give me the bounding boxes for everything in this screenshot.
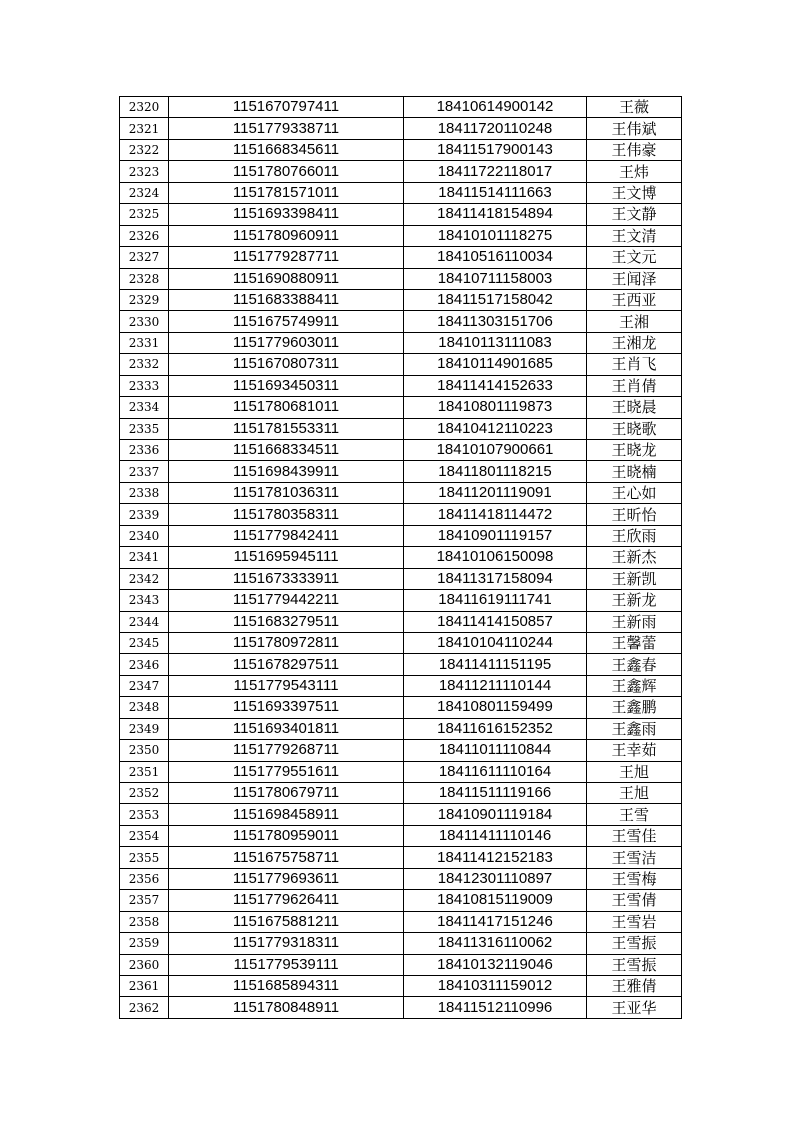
student-name-cell: 王晓龙 (587, 440, 682, 461)
id-number-cell: 18410711158003 (404, 268, 587, 289)
id-number-cell: 18411303151706 (404, 311, 587, 332)
student-name-cell: 王旭 (587, 783, 682, 804)
student-name-cell: 王鑫雨 (587, 718, 682, 739)
table-row (120, 675, 682, 696)
table-row (120, 225, 682, 246)
student-name-cell: 王欣雨 (587, 525, 682, 546)
student-name-cell: 王炜 (587, 161, 682, 182)
id-number-cell: 18412301110897 (404, 868, 587, 889)
row-number-cell: 2325 (120, 204, 169, 225)
student-name-cell: 王雪振 (587, 933, 682, 954)
row-number-cell: 2355 (120, 847, 169, 868)
student-name-cell: 王鑫鹏 (587, 697, 682, 718)
student-name-cell: 王文清 (587, 225, 682, 246)
table-row (120, 975, 682, 996)
id-number-cell: 18411317158094 (404, 568, 587, 589)
row-number-cell: 2361 (120, 975, 169, 996)
table-row (120, 825, 682, 846)
table-row (120, 868, 682, 889)
row-number-cell: 2346 (120, 654, 169, 675)
table-row (120, 289, 682, 310)
exam-number-cell: 1151779268711 (169, 740, 404, 761)
id-number-cell: 18410101118275 (404, 225, 587, 246)
table-row (120, 911, 682, 932)
row-number-cell: 2339 (120, 504, 169, 525)
exam-number-cell: 1151690880911 (169, 268, 404, 289)
row-number-cell: 2341 (120, 547, 169, 568)
row-number-cell: 2358 (120, 911, 169, 932)
exam-number-cell: 1151693401811 (169, 718, 404, 739)
exam-number-cell: 1151670807311 (169, 354, 404, 375)
row-number-cell: 2330 (120, 311, 169, 332)
exam-number-cell: 1151675749911 (169, 311, 404, 332)
student-name-cell: 王晓楠 (587, 461, 682, 482)
student-name-cell: 王西亚 (587, 289, 682, 310)
exam-number-cell: 1151779338711 (169, 118, 404, 139)
table-row (120, 461, 682, 482)
exam-number-cell: 1151698458911 (169, 804, 404, 825)
exam-number-cell: 1151668345611 (169, 139, 404, 160)
table-row (120, 954, 682, 975)
row-number-cell: 2322 (120, 139, 169, 160)
table-row (120, 504, 682, 525)
id-number-cell: 18411517900143 (404, 139, 587, 160)
student-name-cell: 王文元 (587, 247, 682, 268)
table-row (120, 632, 682, 653)
id-number-cell: 18410107900661 (404, 440, 587, 461)
row-number-cell: 2342 (120, 568, 169, 589)
row-number-cell: 2321 (120, 118, 169, 139)
table-row (120, 590, 682, 611)
exam-number-cell: 1151780358311 (169, 504, 404, 525)
row-number-cell: 2328 (120, 268, 169, 289)
table-row (120, 933, 682, 954)
row-number-cell: 2350 (120, 740, 169, 761)
student-name-cell: 王新凯 (587, 568, 682, 589)
row-number-cell: 2348 (120, 697, 169, 718)
student-name-cell: 王雅倩 (587, 975, 682, 996)
row-number-cell: 2329 (120, 289, 169, 310)
row-number-cell: 2338 (120, 482, 169, 503)
row-number-cell: 2359 (120, 933, 169, 954)
exam-number-cell: 1151780679711 (169, 783, 404, 804)
student-name-cell: 王新龙 (587, 590, 682, 611)
table-row (120, 311, 682, 332)
row-number-cell: 2331 (120, 332, 169, 353)
exam-number-cell: 1151693450311 (169, 375, 404, 396)
student-name-cell: 王伟豪 (587, 139, 682, 160)
exam-number-cell: 1151685894311 (169, 975, 404, 996)
row-number-cell: 2347 (120, 675, 169, 696)
exam-number-cell: 1151668334511 (169, 440, 404, 461)
id-number-cell: 18410311159012 (404, 975, 587, 996)
exam-number-cell: 1151675881211 (169, 911, 404, 932)
roster-table-body (120, 97, 682, 1019)
id-number-cell: 18411412152183 (404, 847, 587, 868)
student-name-cell: 王雪岩 (587, 911, 682, 932)
exam-number-cell: 1151779539111 (169, 954, 404, 975)
exam-number-cell: 1151780960911 (169, 225, 404, 246)
table-row (120, 568, 682, 589)
row-number-cell: 2334 (120, 397, 169, 418)
student-name-cell: 王肖倩 (587, 375, 682, 396)
exam-number-cell: 1151780681011 (169, 397, 404, 418)
row-number-cell: 2327 (120, 247, 169, 268)
exam-number-cell: 1151698439911 (169, 461, 404, 482)
id-number-cell: 18411611110164 (404, 761, 587, 782)
table-row (120, 697, 682, 718)
id-number-cell: 18411011110844 (404, 740, 587, 761)
table-row (120, 375, 682, 396)
table-row (120, 139, 682, 160)
exam-number-cell: 1151779603011 (169, 332, 404, 353)
id-number-cell: 18410104110244 (404, 632, 587, 653)
row-number-cell: 2320 (120, 97, 169, 118)
exam-number-cell: 1151779551611 (169, 761, 404, 782)
id-number-cell: 18410114901685 (404, 354, 587, 375)
student-name-cell: 王鑫辉 (587, 675, 682, 696)
id-number-cell: 18411418114472 (404, 504, 587, 525)
row-number-cell: 2357 (120, 890, 169, 911)
table-row (120, 890, 682, 911)
id-number-cell: 18411511119166 (404, 783, 587, 804)
table-row (120, 761, 682, 782)
exam-number-cell: 1151779318311 (169, 933, 404, 954)
id-number-cell: 18410412110223 (404, 418, 587, 439)
id-number-cell: 18411801118215 (404, 461, 587, 482)
id-number-cell: 18410113111083 (404, 332, 587, 353)
row-number-cell: 2354 (120, 825, 169, 846)
id-number-cell: 18410901119184 (404, 804, 587, 825)
student-name-cell: 王文静 (587, 204, 682, 225)
id-number-cell: 18411411110146 (404, 825, 587, 846)
table-row (120, 247, 682, 268)
student-name-cell: 王雪洁 (587, 847, 682, 868)
student-name-cell: 王闻泽 (587, 268, 682, 289)
table-row (120, 740, 682, 761)
id-number-cell: 18410801119873 (404, 397, 587, 418)
student-name-cell: 王旭 (587, 761, 682, 782)
row-number-cell: 2343 (120, 590, 169, 611)
student-name-cell: 王湘龙 (587, 332, 682, 353)
exam-number-cell: 1151781571011 (169, 182, 404, 203)
row-number-cell: 2326 (120, 225, 169, 246)
row-number-cell: 2360 (120, 954, 169, 975)
table-row (120, 161, 682, 182)
exam-number-cell: 1151678297511 (169, 654, 404, 675)
id-number-cell: 18411414150857 (404, 611, 587, 632)
id-number-cell: 18411418154894 (404, 204, 587, 225)
student-name-cell: 王雪倩 (587, 890, 682, 911)
id-number-cell: 18411411151195 (404, 654, 587, 675)
student-name-cell: 王雪 (587, 804, 682, 825)
row-number-cell: 2362 (120, 997, 169, 1018)
id-number-cell: 18411619111741 (404, 590, 587, 611)
id-number-cell: 18411211110144 (404, 675, 587, 696)
exam-number-cell: 1151693397511 (169, 697, 404, 718)
table-row (120, 997, 682, 1018)
table-row (120, 718, 682, 739)
student-name-cell: 王晓晨 (587, 397, 682, 418)
student-name-cell: 王新杰 (587, 547, 682, 568)
exam-number-cell: 1151780848911 (169, 997, 404, 1018)
student-name-cell: 王薇 (587, 97, 682, 118)
student-name-cell: 王亚华 (587, 997, 682, 1018)
row-number-cell: 2337 (120, 461, 169, 482)
student-name-cell: 王晓歌 (587, 418, 682, 439)
table-row (120, 354, 682, 375)
student-name-cell: 王鑫春 (587, 654, 682, 675)
id-number-cell: 18411201119091 (404, 482, 587, 503)
student-name-cell: 王肖飞 (587, 354, 682, 375)
exam-number-cell: 1151670797411 (169, 97, 404, 118)
exam-number-cell: 1151693398411 (169, 204, 404, 225)
table-row (120, 482, 682, 503)
id-number-cell: 18411414152633 (404, 375, 587, 396)
exam-number-cell: 1151675758711 (169, 847, 404, 868)
exam-number-cell: 1151695945111 (169, 547, 404, 568)
row-number-cell: 2336 (120, 440, 169, 461)
table-row (120, 783, 682, 804)
row-number-cell: 2353 (120, 804, 169, 825)
exam-number-cell: 1151781553311 (169, 418, 404, 439)
id-number-cell: 18411517158042 (404, 289, 587, 310)
student-name-cell: 王雪振 (587, 954, 682, 975)
table-row (120, 440, 682, 461)
student-name-cell: 王湘 (587, 311, 682, 332)
table-row (120, 268, 682, 289)
id-number-cell: 18411722118017 (404, 161, 587, 182)
row-number-cell: 2332 (120, 354, 169, 375)
row-number-cell: 2340 (120, 525, 169, 546)
student-name-cell: 王心如 (587, 482, 682, 503)
id-number-cell: 18411514111663 (404, 182, 587, 203)
roster-table (119, 96, 682, 1019)
id-number-cell: 18410801159499 (404, 697, 587, 718)
table-row (120, 97, 682, 118)
table-row (120, 804, 682, 825)
table-row (120, 204, 682, 225)
table-row (120, 611, 682, 632)
row-number-cell: 2323 (120, 161, 169, 182)
row-number-cell: 2324 (120, 182, 169, 203)
student-name-cell: 王馨蕾 (587, 632, 682, 653)
exam-number-cell: 1151683279511 (169, 611, 404, 632)
table-row (120, 418, 682, 439)
id-number-cell: 18411316110062 (404, 933, 587, 954)
exam-number-cell: 1151779287711 (169, 247, 404, 268)
table-row (120, 118, 682, 139)
id-number-cell: 18410901119157 (404, 525, 587, 546)
id-number-cell: 18411512110996 (404, 997, 587, 1018)
row-number-cell: 2335 (120, 418, 169, 439)
exam-number-cell: 1151781036311 (169, 482, 404, 503)
exam-number-cell: 1151673333911 (169, 568, 404, 589)
table-row (120, 182, 682, 203)
row-number-cell: 2352 (120, 783, 169, 804)
id-number-cell: 18411720110248 (404, 118, 587, 139)
id-number-cell: 18410815119009 (404, 890, 587, 911)
id-number-cell: 18411616152352 (404, 718, 587, 739)
student-name-cell: 王昕怡 (587, 504, 682, 525)
row-number-cell: 2351 (120, 761, 169, 782)
student-name-cell: 王文博 (587, 182, 682, 203)
id-number-cell: 18410614900142 (404, 97, 587, 118)
id-number-cell: 18410132119046 (404, 954, 587, 975)
table-row (120, 847, 682, 868)
exam-number-cell: 1151780972811 (169, 632, 404, 653)
exam-number-cell: 1151779626411 (169, 890, 404, 911)
id-number-cell: 18410516110034 (404, 247, 587, 268)
student-name-cell: 王新雨 (587, 611, 682, 632)
table-row (120, 525, 682, 546)
exam-number-cell: 1151779442211 (169, 590, 404, 611)
exam-number-cell: 1151780766011 (169, 161, 404, 182)
exam-number-cell: 1151779543111 (169, 675, 404, 696)
row-number-cell: 2333 (120, 375, 169, 396)
exam-number-cell: 1151779693611 (169, 868, 404, 889)
id-number-cell: 18410106150098 (404, 547, 587, 568)
student-name-cell: 王雪佳 (587, 825, 682, 846)
row-number-cell: 2349 (120, 718, 169, 739)
row-number-cell: 2345 (120, 632, 169, 653)
table-row (120, 332, 682, 353)
id-number-cell: 18411417151246 (404, 911, 587, 932)
row-number-cell: 2344 (120, 611, 169, 632)
student-name-cell: 王雪梅 (587, 868, 682, 889)
exam-number-cell: 1151779842411 (169, 525, 404, 546)
student-name-cell: 王幸茹 (587, 740, 682, 761)
exam-number-cell: 1151780959011 (169, 825, 404, 846)
exam-number-cell: 1151683388411 (169, 289, 404, 310)
table-row (120, 547, 682, 568)
student-name-cell: 王伟斌 (587, 118, 682, 139)
table-row (120, 397, 682, 418)
table-row (120, 654, 682, 675)
row-number-cell: 2356 (120, 868, 169, 889)
